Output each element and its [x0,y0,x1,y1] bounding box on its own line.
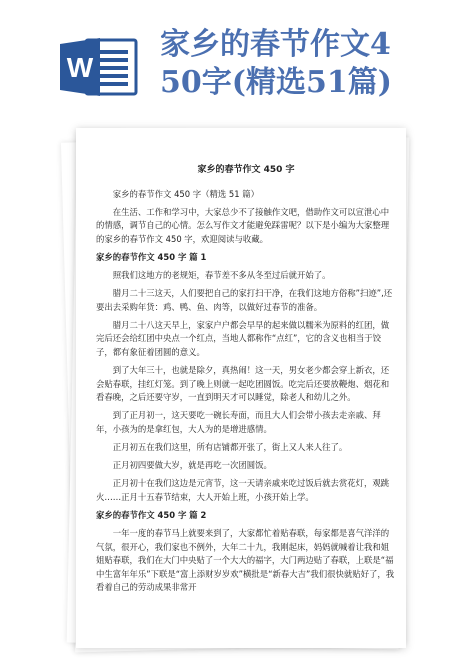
banner-title-line1: 家乡的春节作文4 [160,27,391,62]
paragraph: 到了正月初一，这天要吃一碗长寿面，而且大人们会带小孩去走亲戚、拜年，小孩为的是拿红包，大人为的是增进感情。 [96,410,381,434]
paragraph: 照我们这地方的老规矩，春节差不多从冬至过后就开始了。 [112,270,331,281]
banner-title [160,26,460,102]
paragraph: 一年一度的春节马上就要来到了，大家都忙着贴春联，每家都是喜气洋洋的气氛，很开心，我们家也不例外，大年二十九，我刚起床，妈妈就喊着让我和姐姐贴春联，我们在大门中央贴了一个大大的福字，大门两边贴了春联，上联是“福中生富年年乐”下联是“富上添财岁岁欢”横批是“新春大吉”我们很快就贴好了，我看着自己的劳动成果非常开 [96,528,395,593]
word-icon [60,36,140,98]
paragraph: 正月初五在我们这里，所有店铺都开张了，街上又人来人往了。 [112,442,348,453]
section-heading: 家乡的春节作文 450 字 篇 2 [96,509,207,520]
paragraph: 腊月二十八这天早上，家家户户都会早早的起来做以糯米为原料的红团，做完后还会给红团中央点一个红点，当地人都称作“点红”，它的含义也相当于饺子，都有象征着团圆的意义。 [96,319,390,358]
document-body [96,156,396,600]
banner-title-line2: 50字(精选51篇) [160,65,392,100]
svg-text:W: W [66,52,94,83]
paragraph: 到了大年三十，也就是除夕，真热闹！这一天，男女老少都会穿上新衣，还会贴春联，挂红灯笼。到了晚上则就一起吃团圆饭。吃完后还要放鞭炮、烟花和看春晚，之后还要守岁，一直到明天才可以睡觉，除老人和幼儿之外。 [96,365,390,403]
banner [0,0,474,118]
paragraph: 正月初四要做大岁，就是再吃一次团圆饭。 [112,460,272,471]
document-title: 家乡的春节作文 450 字 [197,165,295,175]
section-heading: 家乡的春节作文 450 字 篇 1 [96,251,207,262]
paragraph: 在生活、工作和学习中，大家总少不了接触作文吧，借助作文可以宣泄心中的情感，调节自己的心情。怎么写作文才能避免踩雷呢？以下是小编为大家整理的家乡的春节作文 450 字，欢迎阅读与收藏。 [96,206,390,244]
document-paragraphs [96,188,396,595]
paragraph: 正月初十在我们这边是元宵节，这一天请亲戚来吃过饭后就去赏花灯，观跳火……正月十五春节结束，大人开始上班，小孩开始上学。 [96,478,390,502]
paragraph: 家乡的春节作文 450 字（精选 51 篇） [112,188,259,199]
paragraph: 腊月二十三这天，人们要把自己的家打扫干净，在我们这地方俗称”扫迹”,还要出去采购年货：鸡、鸭、鱼、肉等，以做好过春节的准备。 [96,288,393,312]
